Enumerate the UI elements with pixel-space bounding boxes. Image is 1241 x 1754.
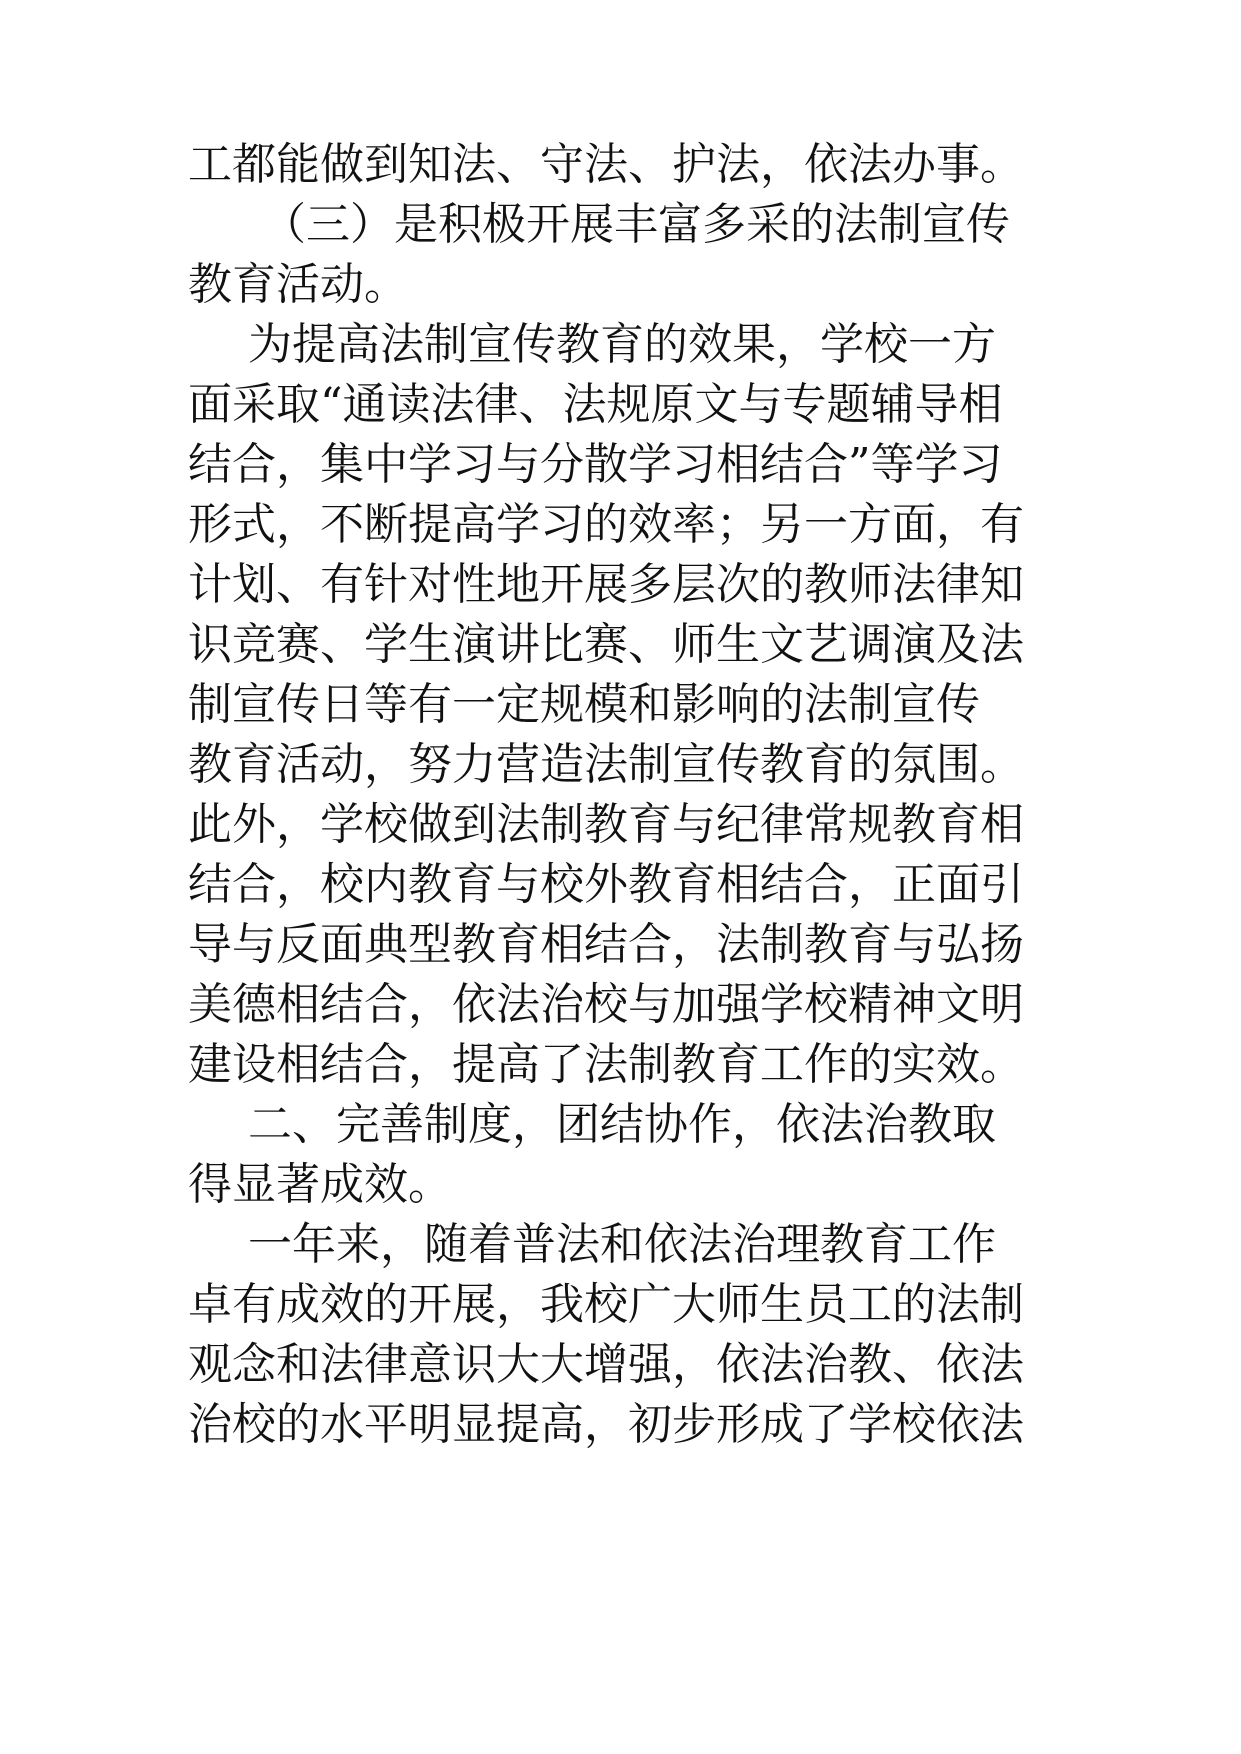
- text-line: 教育活动，努力营造法制宣传教育的氛围。: [188, 739, 1024, 790]
- text-line: 制宣传日等有一定规模和影响的法制宣传: [188, 679, 980, 730]
- text-line: 观念和法律意识大大增强，依法治教、依法: [188, 1339, 1024, 1390]
- text-line: 卓有成效的开展，我校广大师生员工的法制: [188, 1279, 1024, 1330]
- text-line: 美德相结合，依法治校与加强学校精神文明: [188, 979, 1024, 1030]
- text-line: 计划、有针对性地开展多层次的教师法律知: [188, 559, 1024, 610]
- paragraph-start: 为提高法制宣传教育的效果，学校一方: [248, 319, 996, 370]
- section-heading-three: （三）是积极开展丰富多采的法制宣传: [262, 199, 1010, 250]
- section-heading-two: 二、完善制度，团结协作，依法治教取: [248, 1099, 996, 1150]
- text-line: 此外，学校做到法制教育与纪律常规教育相: [188, 799, 1024, 850]
- text-line: 结合，校内教育与校外教育相结合，正面引: [188, 859, 1024, 910]
- text-line: 识竞赛、学生演讲比赛、师生文艺调演及法: [188, 619, 1024, 670]
- text-line: 导与反面典型教育相结合，法制教育与弘扬: [188, 919, 1024, 970]
- text-line: 治校的水平明显提高，初步形成了学校依法: [188, 1399, 1024, 1450]
- text-line: 形式，不断提高学习的效率；另一方面，有: [188, 499, 1024, 550]
- paragraph-start: 一年来，随着普法和依法治理教育工作: [248, 1219, 996, 1270]
- text-line: 教育活动。: [188, 259, 408, 310]
- text-line: 工都能做到知法、守法、护法，依法办事。: [188, 139, 1024, 190]
- text-line: 建设相结合，提高了法制教育工作的实效。: [188, 1039, 1024, 1090]
- text-line: 得显著成效。: [188, 1159, 452, 1210]
- text-line: 结合，集中学习与分散学习相结合”等学习: [188, 439, 1003, 490]
- text-line: 面采取“通读法律、法规原文与专题辅导相: [188, 379, 1003, 430]
